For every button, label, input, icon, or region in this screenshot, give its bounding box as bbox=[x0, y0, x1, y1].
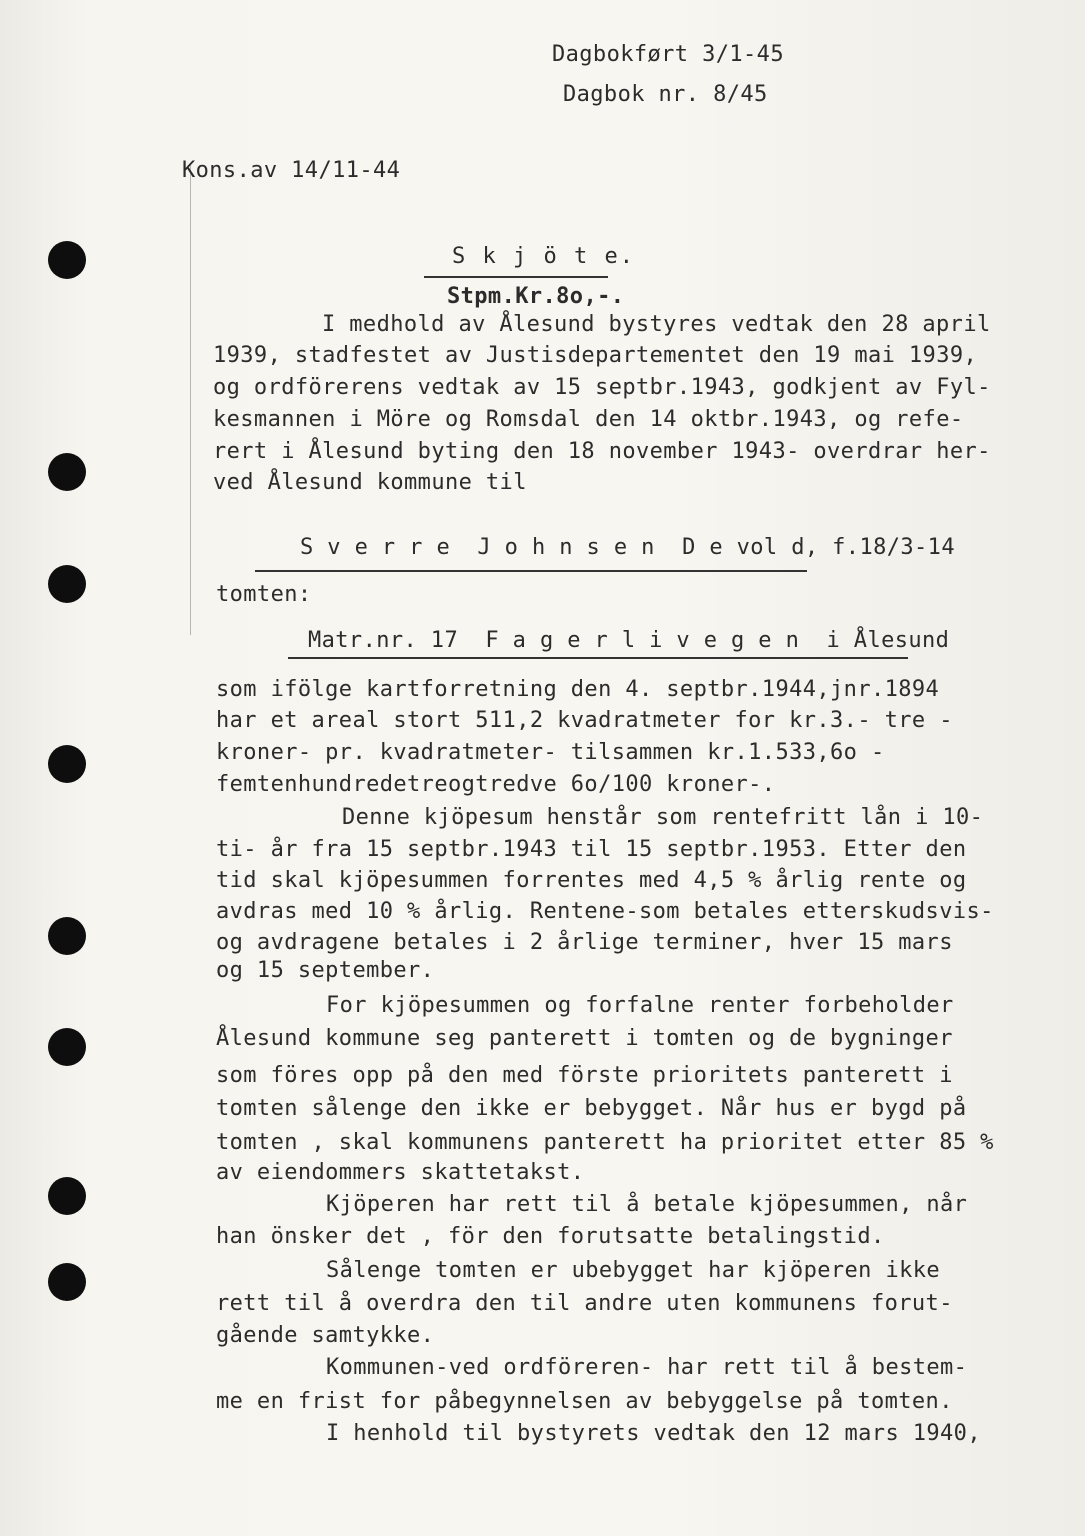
punch-hole bbox=[48, 565, 86, 603]
body-line: tomten , skal kommunens panterett ha prioritet etter 85 % bbox=[216, 1130, 994, 1155]
body-line: Kommunen-ved ordföreren- har rett til å bestem- bbox=[326, 1355, 968, 1380]
buyer-name: S v e r r e J o h n s e n D e vol d, f.18/3-14 bbox=[300, 535, 955, 560]
body-line: Ålesund kommune seg panterett i tomten og de bygninger bbox=[216, 1026, 953, 1051]
body-line: har et areal stort 511,2 kvadratmeter for kr.3.- tre - bbox=[216, 708, 953, 733]
intro-line: I medhold av Ålesund bystyres vedtak den 28 april bbox=[322, 312, 991, 337]
punch-hole bbox=[48, 1177, 86, 1215]
punch-hole bbox=[48, 745, 86, 783]
title-underline bbox=[424, 276, 608, 278]
punch-hole bbox=[48, 241, 86, 279]
body-line: Sålenge tomten er ubebygget har kjöperen ikke bbox=[326, 1258, 941, 1283]
property-underline bbox=[288, 657, 908, 659]
punch-hole bbox=[48, 1028, 86, 1066]
intro-line: ved Ålesund kommune til bbox=[213, 470, 527, 495]
body-line: og avdragene betales i 2 årlige terminer, hver 15 mars bbox=[216, 930, 953, 955]
body-line: som ifölge kartforretning den 4. septbr.1944,jnr.1894 bbox=[216, 677, 940, 702]
body-line: Denne kjöpesum henstår som rentefritt lån i 10- bbox=[342, 805, 984, 830]
body-line: som föres opp på den med förste prioritets panterett i bbox=[216, 1063, 953, 1088]
body-line: me en frist for påbegynnelsen av bebyggelse på tomten. bbox=[216, 1389, 953, 1414]
body-line: avdras med 10 % årlig. Rentene-som betales etterskudsvis- bbox=[216, 899, 994, 924]
body-line: kroner- pr. kvadratmeter- tilsammen kr.1.533,6o - bbox=[216, 740, 885, 765]
punch-hole bbox=[48, 453, 86, 491]
kons-date: Kons.av 14/11-44 bbox=[182, 158, 401, 183]
body-line: rett til å overdra den til andre uten kommunens forut- bbox=[216, 1291, 953, 1316]
buyer-underline bbox=[255, 570, 807, 572]
tomten-label: tomten: bbox=[216, 582, 312, 607]
intro-line: kesmannen i Möre og Romsdal den 14 oktbr.1943, og refe- bbox=[213, 407, 964, 432]
margin-line bbox=[190, 165, 191, 635]
body-line: tomten sålenge den ikke er bebygget. Når hus er bygd på bbox=[216, 1096, 967, 1121]
body-line: ti- år fra 15 septbr.1943 til 15 septbr.1953. Etter den bbox=[216, 837, 967, 862]
body-line: og 15 september. bbox=[216, 958, 435, 983]
property-designation: Matr.nr. 17 F a g e r l i v e g e n i Ålesund bbox=[308, 628, 950, 653]
body-line: I henhold til bystyrets vedtak den 12 mars 1940, bbox=[326, 1421, 981, 1446]
stamp-duty: Stpm.Kr.8o,-. bbox=[447, 284, 625, 309]
intro-line: og ordförerens vedtak av 15 septbr.1943, godkjent av Fyl- bbox=[213, 375, 991, 400]
dagbokfort-stamp: Dagbokført 3/1-45 bbox=[552, 42, 784, 67]
intro-line: rert i Ålesund byting den 18 november 1943- overdrar her- bbox=[213, 439, 991, 464]
body-line: han önsker det , för den forutsatte betalingstid. bbox=[216, 1224, 885, 1249]
body-line: Kjöperen har rett til å betale kjöpesummen, når bbox=[326, 1192, 968, 1217]
document-title: S k j ö t e. bbox=[452, 244, 635, 269]
punch-hole bbox=[48, 917, 86, 955]
body-line: av eiendommers skattetakst. bbox=[216, 1160, 585, 1185]
dagbok-number: Dagbok nr. 8/45 bbox=[563, 82, 768, 107]
punch-hole bbox=[48, 1263, 86, 1301]
body-line: For kjöpesummen og forfalne renter forbeholder bbox=[326, 993, 954, 1018]
body-line: gående samtykke. bbox=[216, 1323, 435, 1348]
intro-line: 1939, stadfestet av Justisdepartementet den 19 mai 1939, bbox=[213, 343, 978, 368]
body-line: tid skal kjöpesummen forrentes med 4,5 % årlig rente og bbox=[216, 868, 967, 893]
body-line: femtenhundredetreogtredve 6o/100 kroner-. bbox=[216, 772, 776, 797]
